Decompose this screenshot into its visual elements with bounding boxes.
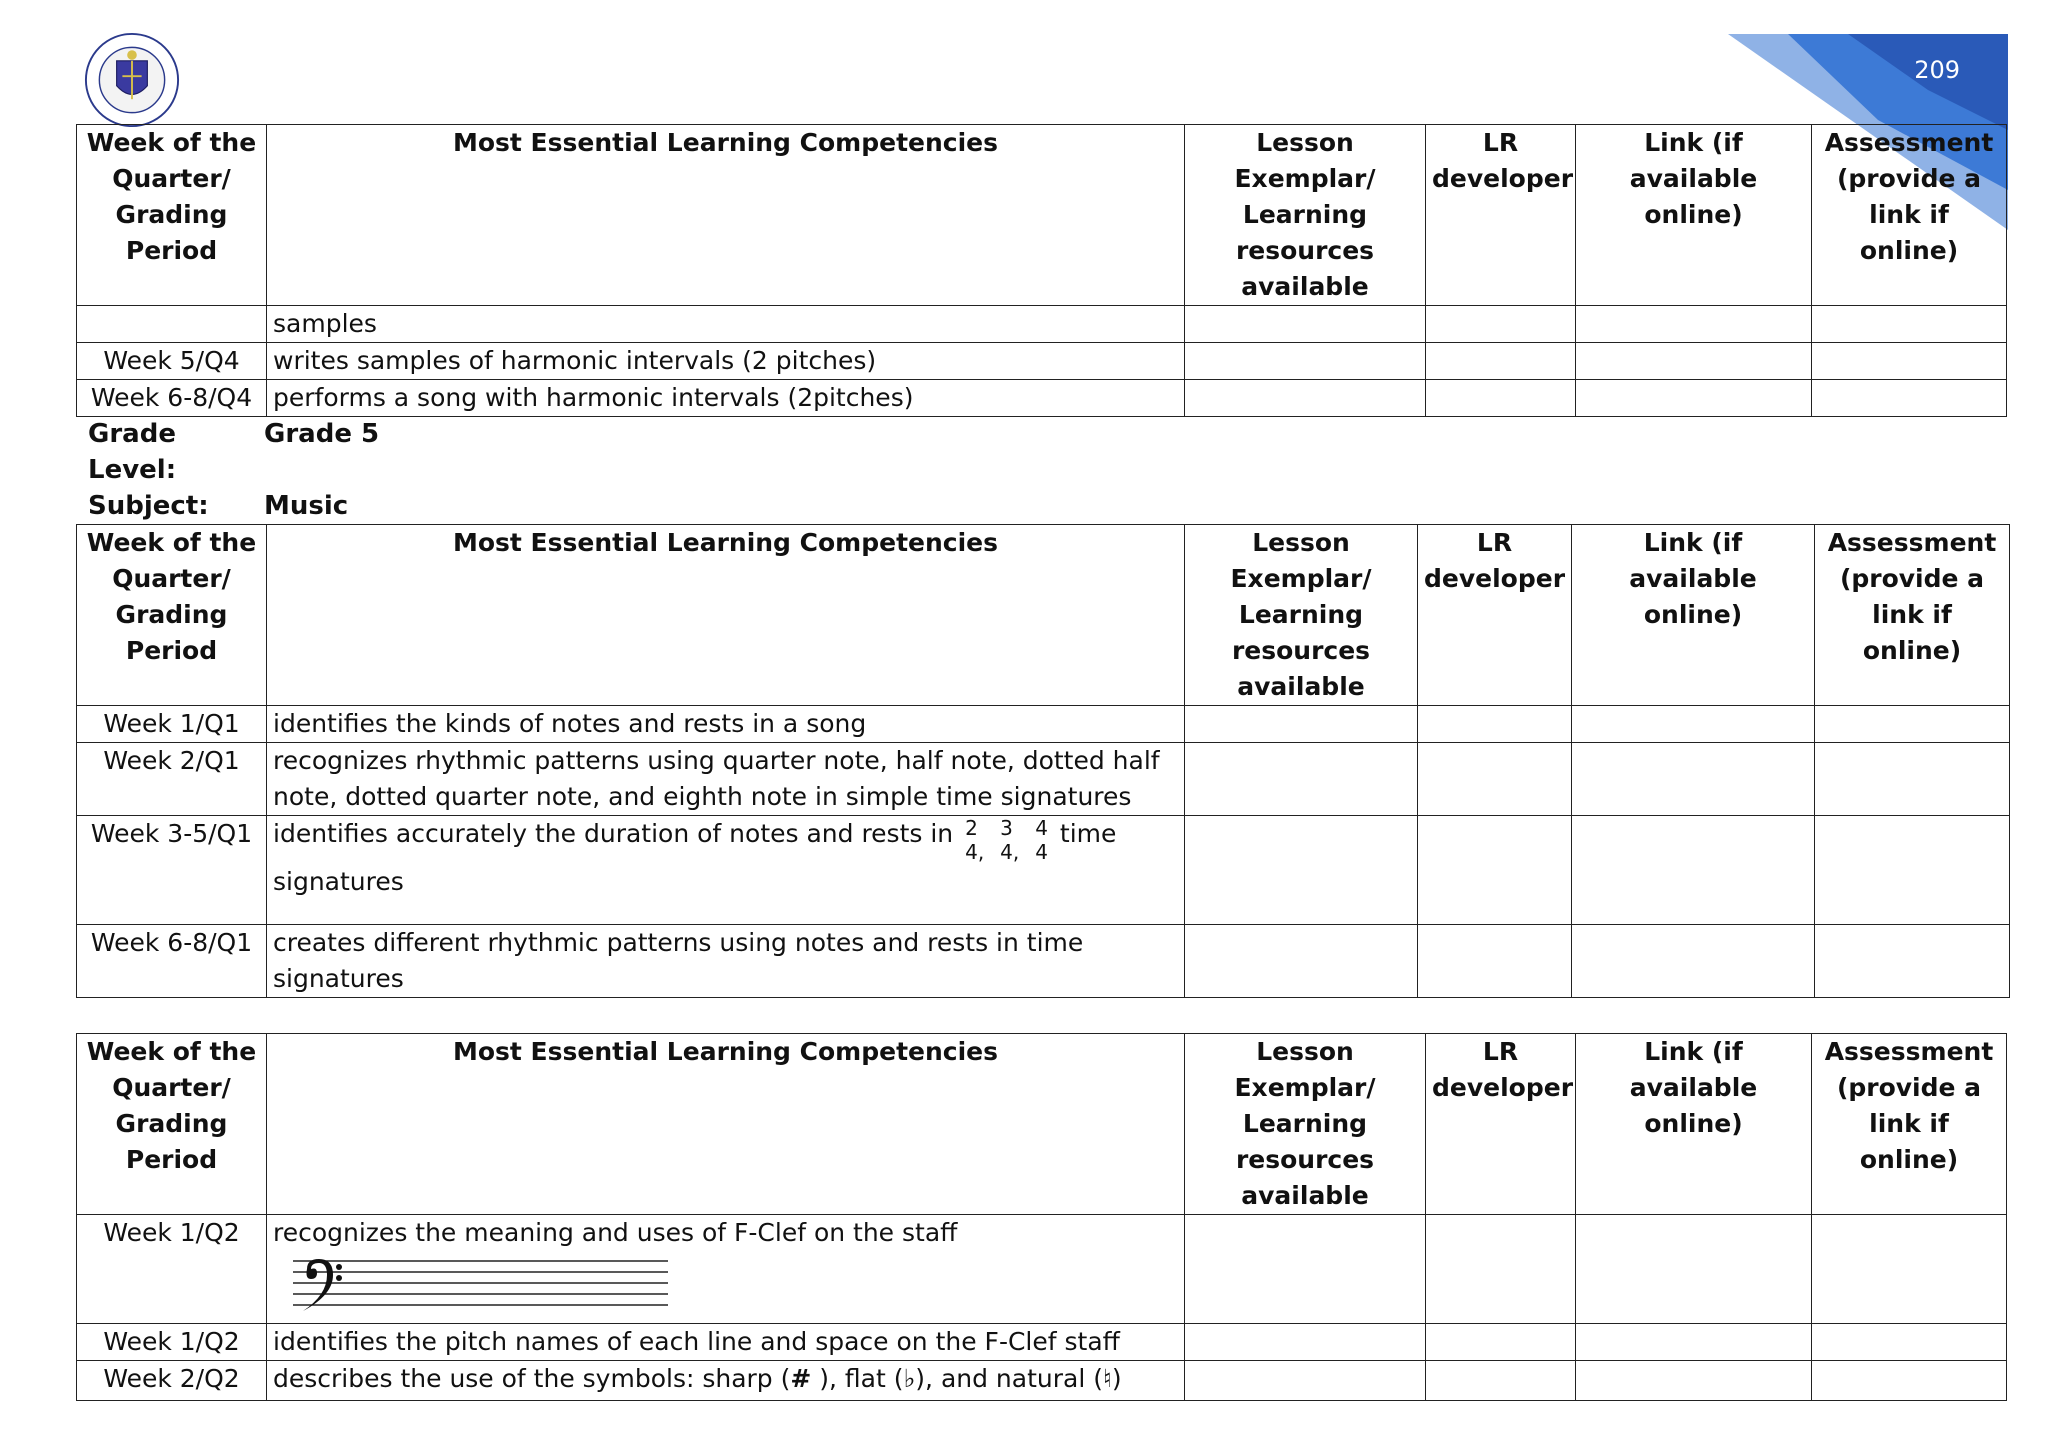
competency-cell: identifies the pitch names of each line and space on the F-Clef staff <box>267 1324 1185 1361</box>
week-cell: Week 5/Q4 <box>77 343 267 380</box>
competency-cell: identifies the kinds of notes and rests in a song <box>267 706 1185 743</box>
flat-symbol: ♭ <box>903 1364 916 1393</box>
header-melc: Most Essential Learning Competencies <box>267 525 1185 706</box>
time-signature: 3 4, <box>1000 816 1020 864</box>
table-row <box>77 1324 2007 1361</box>
deped-seal-logo <box>84 32 180 128</box>
competency-cell: samples <box>267 306 1185 343</box>
table-row <box>77 706 2010 743</box>
competency-cell: performs a song with harmonic intervals (2pitches) <box>267 380 1185 417</box>
week-cell: Week 1/Q1 <box>77 706 267 743</box>
melc-table-q1 <box>76 524 2010 998</box>
week-cell: Week 6-8/Q1 <box>77 925 267 998</box>
table-row <box>77 743 2010 816</box>
grade-level-value: Grade 5 <box>264 419 380 449</box>
table-row <box>77 1361 2007 1401</box>
week-cell: Week 3-5/Q1 <box>77 816 267 925</box>
table-row <box>77 343 2007 380</box>
week-cell: Week 6-8/Q4 <box>77 380 267 417</box>
header-assessment: Assessment (provide a link if online) <box>1812 125 2007 306</box>
grade-subject-block <box>88 416 379 524</box>
subject-value: Music <box>264 491 349 521</box>
table-row <box>77 1215 2007 1324</box>
header-exemplar: Lesson Exemplar/ Learning resources available <box>1185 525 1418 706</box>
table-row <box>77 816 2010 925</box>
header-lr-developer: LR developer <box>1418 525 1572 706</box>
week-cell: Week 2/Q2 <box>77 1361 267 1401</box>
competency-cell <box>267 1215 1185 1324</box>
f-clef-icon <box>303 1259 333 1311</box>
competency-text-cont: time signatures <box>273 819 1117 896</box>
competency-cell: writes samples of harmonic intervals (2 pitches) <box>267 343 1185 380</box>
header-link: Link (if available online) <box>1576 125 1812 306</box>
week-cell: Week 2/Q1 <box>77 743 267 816</box>
grade-level-label: Grade Level: <box>88 419 177 485</box>
sharp-symbol: # <box>790 1364 812 1393</box>
competency-cell: describes the use of the symbols: sharp (# ), flat (♭), and natural (♮) <box>267 1361 1185 1401</box>
page-number: 209 <box>1914 56 1960 84</box>
week-cell <box>77 306 267 343</box>
natural-symbol: ♮ <box>1102 1364 1112 1393</box>
competency-cell: recognizes rhythmic patterns using quarter note, half note, dotted half note, dotted quarter note, and eighth note in simple time signatures <box>267 743 1185 816</box>
week-cell: Week 1/Q2 <box>77 1215 267 1324</box>
header-assessment: Assessment (provide a link if online) <box>1812 1034 2007 1215</box>
table-row <box>77 306 2007 343</box>
header-exemplar: Lesson Exemplar/ Learning resources available <box>1185 1034 1426 1215</box>
melc-table-q2 <box>76 1033 2007 1401</box>
competency-text: recognizes the meaning and uses of F-Clef on the staff <box>273 1218 958 1247</box>
competency-cell <box>267 816 1185 925</box>
competency-text: identifies accurately the duration of notes and rests in <box>273 819 954 848</box>
header-link: Link (if available online) <box>1576 1034 1812 1215</box>
competency-cell: creates different rhythmic patterns using notes and rests in time signatures <box>267 925 1185 998</box>
header-melc: Most Essential Learning Competencies <box>267 125 1185 306</box>
header-lr-developer: LR developer <box>1426 125 1576 306</box>
f-clef-staff-illustration <box>293 1255 673 1315</box>
header-week: Week of the Quarter/ Grading Period <box>77 125 267 306</box>
table-row <box>77 380 2007 417</box>
table-row <box>77 925 2010 998</box>
subject-label: Subject: <box>88 491 209 521</box>
time-signature: 2 4, <box>965 816 985 864</box>
time-signature: 4 4 <box>1035 816 1048 864</box>
week-cell: Week 1/Q2 <box>77 1324 267 1361</box>
header-week: Week of the Quarter/ Grading Period <box>77 1034 267 1215</box>
header-week: Week of the Quarter/ Grading Period <box>77 525 267 706</box>
header-lr-developer: LR developer <box>1426 1034 1576 1215</box>
header-assessment: Assessment (provide a link if online) <box>1815 525 2010 706</box>
header-melc: Most Essential Learning Competencies <box>267 1034 1185 1215</box>
header-exemplar: Lesson Exemplar/ Learning resources available <box>1185 125 1426 306</box>
melc-table-continued <box>76 124 2007 417</box>
header-link: Link (if available online) <box>1572 525 1815 706</box>
